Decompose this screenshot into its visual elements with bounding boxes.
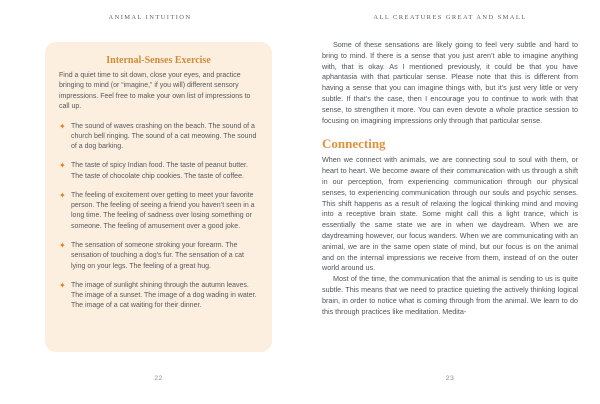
exercise-bullet-list bbox=[59, 122, 258, 312]
sparkle-bullet-icon: ✦ bbox=[59, 190, 66, 200]
bullet-text: The sound of waves crashing on the beach. The sound of a church bell ringing. The sound of a cat meowing. The sound of a dog barking. bbox=[71, 122, 257, 151]
right-page bbox=[300, 0, 600, 404]
section-heading-connecting: Connecting bbox=[322, 136, 386, 152]
list-item bbox=[59, 241, 258, 272]
sparkle-bullet-icon: ✦ bbox=[59, 240, 66, 250]
exercise-box-title: Internal-Senses Exercise bbox=[106, 55, 211, 66]
paragraph: When we connect with animals, we are connecting soul to soul with them, or heart to heart. We become aware of their communication with us through a shift in our perception, from experiencing communication through our physical senses, to experiencing communication through our souls and psychic senses. This shift happens as a result of relaxing the logical thinking mind and moving into a receptive brain state. Some might call this a light trance, which is essentially the same state we are in when we daydream. When we are daydreaming however, our focus wanders. When we are communicating with an animal, we are in the same open state of mind, but our focus is on the animal and on the internal impressions we receive from them, instead of on the outer world around us. bbox=[322, 155, 578, 273]
list-item bbox=[59, 122, 258, 153]
list-item bbox=[59, 191, 258, 233]
right-text-column bbox=[322, 40, 578, 317]
list-item bbox=[59, 281, 258, 312]
sparkle-bullet-icon: ✦ bbox=[59, 121, 66, 131]
sparkle-bullet-icon: ✦ bbox=[59, 280, 66, 290]
sparkle-bullet-icon: ✦ bbox=[59, 161, 66, 171]
bullet-text: The image of sunlight shining through the autumn leaves. The image of a sunset. The image of a dog wading in water. The image of a cat waiting for their dinner. bbox=[71, 281, 257, 310]
list-item bbox=[59, 161, 258, 182]
paragraph: Most of the time, the communication that the animal is sending to us is quite subtle. This means that we need to practice quieting the actively thinking logical brain, in order to notice what is coming through from the animal. We learn to do this through practices like meditation. Medita- bbox=[322, 274, 578, 316]
right-running-head: ALL CREATURES GREAT AND SMALL bbox=[373, 14, 527, 21]
left-running-head: ANIMAL INTUITION bbox=[108, 14, 192, 21]
bullet-text: The taste of spicy Indian food. The taste of peanut butter. The taste of chocolate chip cookies. The taste of coffee. bbox=[71, 162, 248, 180]
exercise-box-intro: Find a quiet time to sit down, close your eyes, and practice bringing to mind (or “imagine,” if you will) different sensory impressions. Feel free to make your own list of impressions to call up. bbox=[59, 72, 251, 111]
bullet-text: The feeling of excitement over getting to meet your favorite person. The feeling of seeing a friend you haven’t seen in a long time. The feeling of sadness over losing something or someone. The feeling of amusement over a good joke. bbox=[71, 191, 255, 230]
right-page-number: 23 bbox=[445, 375, 455, 382]
left-page-number: 22 bbox=[154, 375, 163, 382]
paragraph: Some of these sensations are likely going to feel very subtle and hard to bring to mind. If there is a sense that you just aren’t able to imagine anything with, that is okay. As I mentioned previously, it could be that you have aphantasia with that particular sense. Please note that this is different from having a sense that you can imagine things with, but it’s just very little or very subtle. If that’s the case, then I encourage you to continue to work with that sense, to strengthen it more. You can even devote a whole practice session to focusing on imagining impressions only through that particular sense. bbox=[322, 40, 578, 125]
bullet-text: The sensation of someone stroking your forearm. The sensation of touching a dog’s fur. The sensation of a cat lying on your legs. The feeling of a great hug. bbox=[71, 241, 244, 270]
exercise-box bbox=[45, 42, 272, 352]
